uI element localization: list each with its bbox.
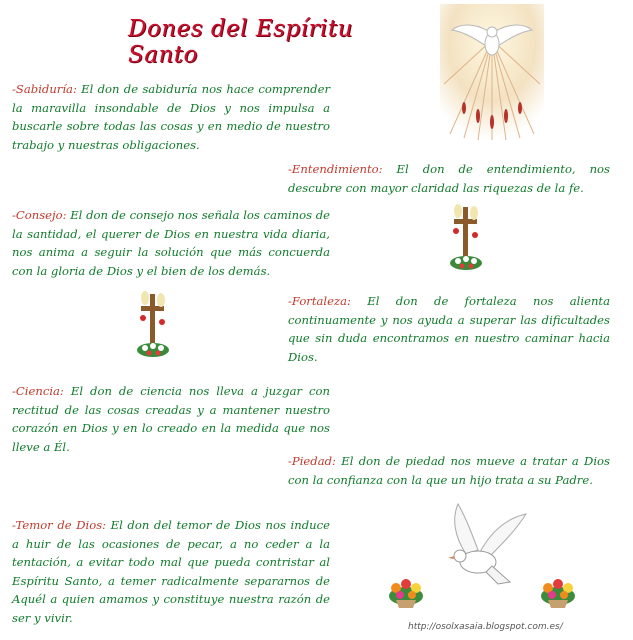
- gift-consejo: -Consejo: El don de consejo nos señala los caminos de la santidad, el querer de Dios en nuestra vida diaria, nos anima a seguir la solución que más concuerda con la gloria de Dios y el bien de los demás.: [12, 208, 330, 278]
- flower-basket-icon: [386, 570, 426, 610]
- gift-temor-de-dios: -Temor de Dios: El don del temor de Dios nos induce a huir de las ocasiones de pecar, a no ceder a la tentación, a evitar todo mal que pueda contristar al Espíritu Santo, a temer radicalmente separarnos de Aquél a quien amamos y constituye nuestra razón de ser y vivir.: [12, 518, 330, 625]
- flower-basket-icon: [538, 570, 578, 610]
- gift-fortaleza: -Fortaleza: El don de fortaleza nos alienta continuamente y nos ayuda a superar las dificultades que sin duda encontramos en nuestro caminar hacia Dios.: [288, 294, 610, 364]
- cross-flowers-icon: [133, 290, 173, 360]
- blog-url-link[interactable]: http://osolxasaia.blogspot.com.es/: [408, 622, 563, 632]
- gift-piedad: -Piedad: El don de piedad nos mueve a tratar a Dios con la confianza con la que un hijo trata a su Padre.: [288, 454, 610, 487]
- gift-entendimiento: -Entendimiento: El don de entendimiento, nos descubre con mayor claridad las riquezas de la fe.: [288, 162, 610, 195]
- cross-flowers-icon: [446, 203, 486, 273]
- white-dove-icon: [436, 500, 528, 596]
- gift-sabiduria: -Sabiduría: El don de sabiduría nos hace comprender la maravilla insondable de Dios y nos impulsa a buscarle sobre todas las cosas y en medio de nuestro trabajo y nuestras obligaciones.: [12, 82, 330, 152]
- page-title: Dones del Espíritu Santo: [128, 16, 353, 68]
- gift-ciencia: -Ciencia: El don de ciencia nos lleva a juzgar con rectitud de las cosas creadas y a mantener nuestro corazón en Dios y en lo creado en la medida que nos lleve a Él.: [12, 384, 330, 454]
- holy-spirit-dove-icon: [440, 4, 544, 142]
